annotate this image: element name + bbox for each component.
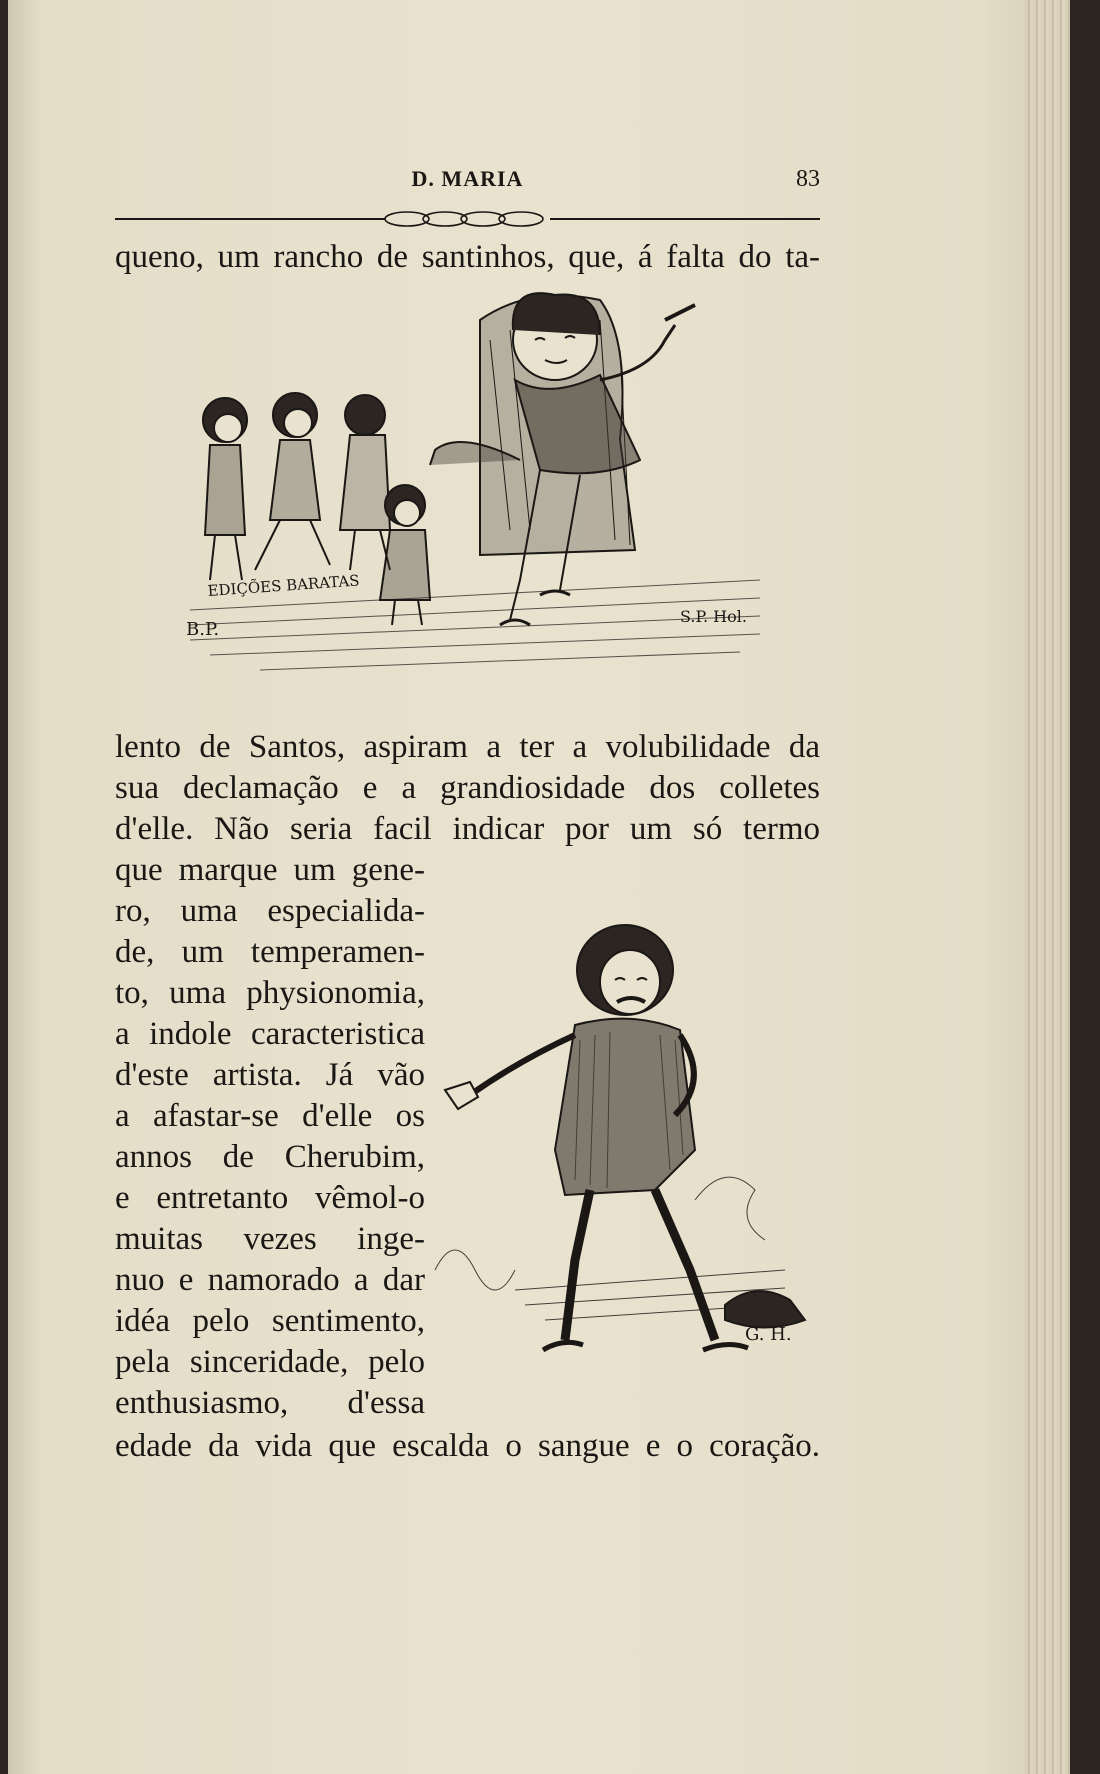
illustration-signature: G. H. — [745, 1324, 792, 1345]
text-line: to, uma physionomia, — [115, 975, 425, 1011]
text-line: que marque um gene- — [115, 852, 425, 888]
illustration-signature-right: S.P. Hol. — [680, 607, 747, 626]
text-line: annos de Cherubim, — [115, 1139, 425, 1175]
text-line: e entretanto vêmol-o — [115, 1180, 425, 1216]
text-line: d'elle. Não seria facil indicar por um só termo — [115, 811, 820, 847]
text-line: edade da vida que escalda o sangue e o coração. — [115, 1428, 820, 1464]
page-number: 83 — [796, 166, 820, 192]
text-line: sua declamação e a grandiosidade dos colletes — [115, 770, 820, 806]
text-line: de, um temperamen- — [115, 934, 425, 970]
text-line: pela sinceridade, pelo — [115, 1344, 425, 1380]
text-line: lento de Santos, aspiram a ter a volubilidade da — [115, 729, 820, 765]
text-line: nuo e namorado a dar — [115, 1262, 425, 1298]
illustration-caption: EDIÇÕES BARATAS — [207, 571, 361, 600]
text-line: ro, uma especialida- — [115, 893, 425, 929]
page-edges — [1025, 0, 1070, 1774]
text-line: d'este artista. Já vão — [115, 1057, 425, 1093]
illustration-signature-left: B.P. — [186, 619, 220, 640]
illustration-seated-actor-with-children — [180, 280, 765, 725]
text-line: enthusiasmo, d'essa — [115, 1385, 425, 1421]
text-line: muitas vezes inge- — [115, 1221, 425, 1257]
page-header — [115, 166, 820, 196]
header-ornamental-rule — [115, 207, 820, 233]
illustration-standing-actor — [425, 910, 825, 1410]
text-line: idéa pelo sentimento, — [115, 1303, 425, 1339]
text-line: a afastar-se d'elle os — [115, 1098, 425, 1134]
running-head: D. MARIA — [411, 166, 524, 191]
text-line: queno, um rancho de santinhos, que, á falta do ta- — [115, 239, 820, 275]
text-line: a indole caracteristica — [115, 1016, 425, 1052]
